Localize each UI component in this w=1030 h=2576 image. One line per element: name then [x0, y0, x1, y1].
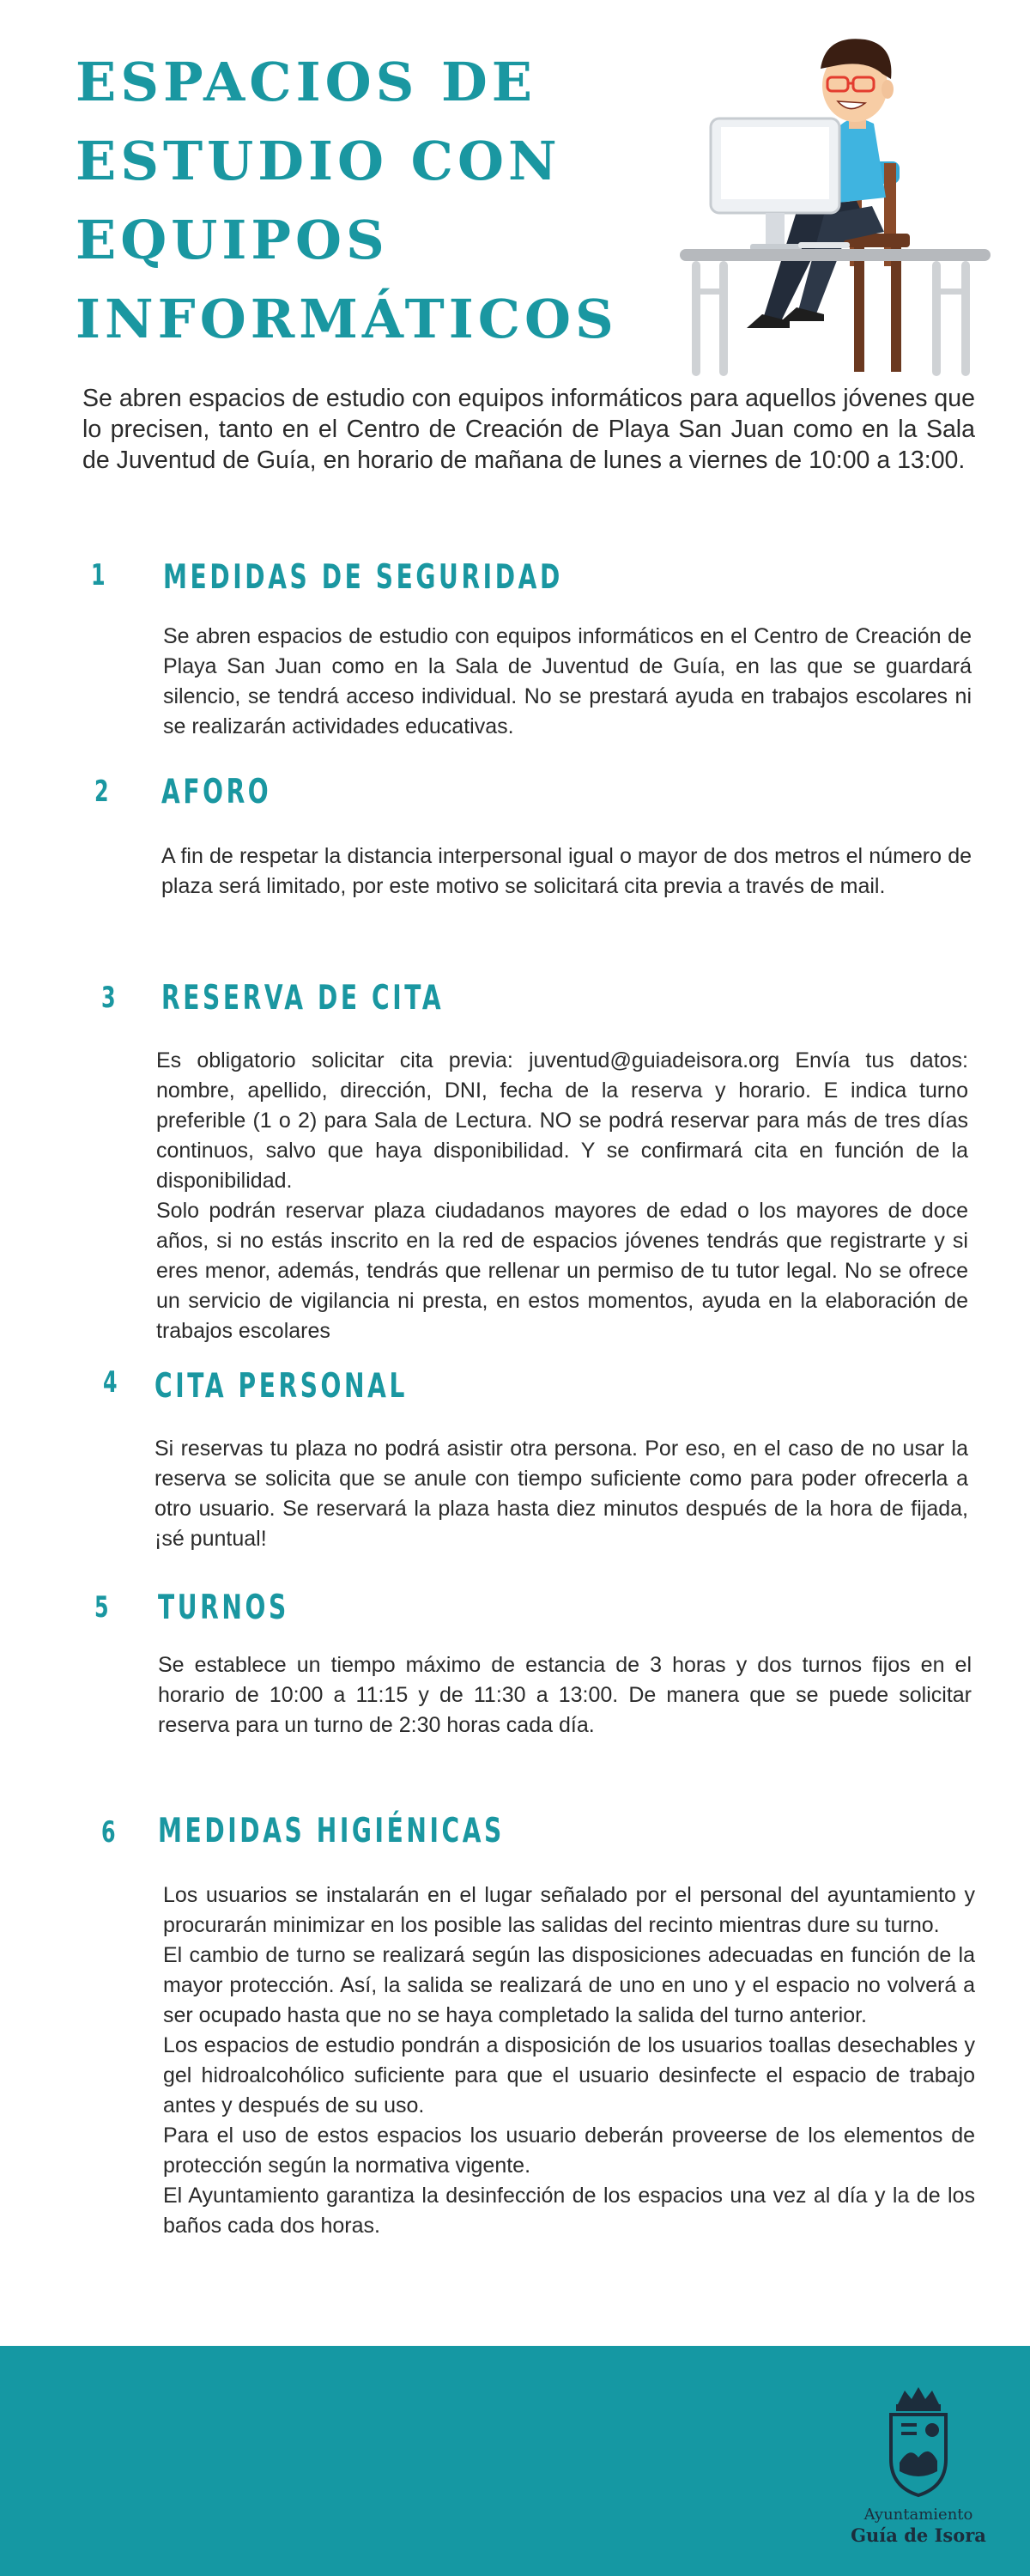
- section-paragraph: Si reservas tu plaza no podrá asistir otra persona. Por eso, en el caso de no usar la reserva se solicita que se anule con tiempo suficiente como para poder ofrecerla a otro usuario. Se reservará la plaza hasta diez minutos después de la hora de fijada, ¡sé puntual!: [154, 1437, 968, 1551]
- title-line: EQUIPOS: [76, 209, 389, 271]
- section-number: 6: [101, 1815, 116, 1850]
- logo-line-1: Ayuntamiento: [863, 2506, 973, 2524]
- section-paragraph: El cambio de turno se realizará según las disposiciones adecuadas en función de la mayor protección. Así, la salida se realizará de uno en uno y el espacio no volverá a ser ocupado hasta que no se haya completado la salida del turno anterior.: [163, 1943, 975, 2027]
- section-number: 1: [91, 558, 106, 592]
- section-heading: MEDIDAS DE SEGURIDAD: [163, 558, 563, 597]
- section-paragraph: Los usuarios se instalarán en el lugar señalado por el personal del ayuntamiento y procurarán minimizar en los posible las salidas del recinto mientras dure su turno.: [163, 1883, 975, 1937]
- section-body: [156, 1046, 968, 1346]
- section-paragraph: Para el uso de estos espacios los usuario deberán proveerse de los elementos de protección según la normativa vigente.: [163, 2123, 975, 2178]
- section-heading: CITA PERSONAL: [154, 1367, 408, 1406]
- section-body: [163, 1880, 975, 2241]
- section-number: 5: [94, 1590, 109, 1625]
- section-number: 2: [94, 775, 109, 809]
- section-paragraph: Es obligatorio solicitar cita previa: juventud@guiadeisora.org Envía tus datos: nombre, apellido, dirección, DNI, fecha de la reserva y horario. E indica turno preferible (1 o 2) para Sala de Lectura. NO se podrá reservar para más de tres días continuos, salvo que haya disponibilidad. Y se confirmará cita en función de la disponibilidad.: [156, 1048, 968, 1193]
- title-line: ESTUDIO CON: [76, 130, 561, 192]
- section-heading: MEDIDAS HIGIÉNICAS: [158, 1812, 505, 1850]
- section-body: [161, 841, 972, 902]
- section-paragraph: Se abren espacios de estudio con equipos informáticos en el Centro de Creación de Playa San Juan como en la Sala de Juventud de Guía, en las que se guardará silencio, se tendrá acceso individual. No se prestará ayuda en trabajos escolares ni se realizarán actividades educativas.: [163, 624, 972, 738]
- page-title: [76, 43, 625, 359]
- intro-paragraph: Se abren espacios de estudio con equipos informáticos para aquellos jóvenes que lo precisen, tanto en el Centro de Creación de Playa San Juan como en la Sala de Juventud de Guía, en horario de mañana de lunes a viernes de 10:00 a 13:00.: [82, 385, 975, 474]
- ayuntamiento-logo-text: [824, 2506, 1013, 2547]
- logo-line-2: Guía de Isora: [851, 2524, 986, 2546]
- section-number: 3: [101, 981, 116, 1015]
- section-paragraph: Se establece un tiempo máximo de estancia de 3 horas y dos turnos fijos en el horario de 10:00 a 11:15 y de 11:30 a 13:00. De manera que se puede solicitar reserva para un turno de 2:30 horas cada día.: [158, 1653, 972, 1737]
- coat-of-arms-icon: [884, 2385, 953, 2502]
- section-number: 4: [103, 1365, 118, 1400]
- section-paragraph: Solo podrán reservar plaza ciudadanos mayores de edad o los mayores de doce años, si no estás inscrito en la red de espacios jóvenes tendrás que registrarte y si eres menor, además, tendrás que rellenar un permiso de tu tutor legal. No se ofrece un servicio de vigilancia ni presta, en estos momentos, ayuda en la elaboración de trabajos escolares: [156, 1199, 968, 1343]
- section-paragraph: A fin de respetar la distancia interpersonal igual o mayor de dos metros el número de plaza será limitado, por este motivo se solicitará cita previa a través de mail.: [161, 844, 972, 898]
- section-body: [158, 1650, 972, 1741]
- section-paragraph: Los espacios de estudio pondrán a disposición de los usuarios toallas desechables y gel hidroalcohólico suficiente para que el usuario desinfecte el espacio de trabajo antes y después de su uso.: [163, 2033, 975, 2117]
- section-body: [154, 1434, 968, 1554]
- section-body: [163, 622, 972, 742]
- title-line: ESPACIOS DE: [76, 51, 536, 113]
- title-line: INFORMÁTICOS: [76, 288, 618, 350]
- section-heading: AFORO: [161, 773, 272, 811]
- student-computer-illustration: [670, 34, 996, 378]
- section-paragraph: El Ayuntamiento garantiza la desinfección de los espacios una vez al día y la de los baños cada dos horas.: [163, 2184, 975, 2238]
- section-heading: TURNOS: [158, 1589, 289, 1627]
- section-heading: RESERVA DE CITA: [161, 979, 445, 1018]
